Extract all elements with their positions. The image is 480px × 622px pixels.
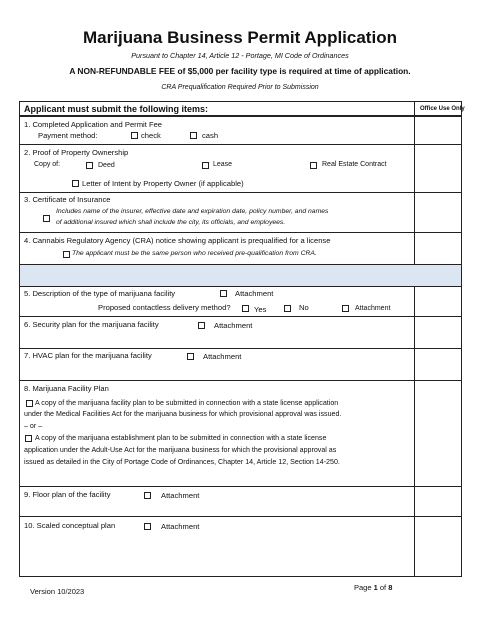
cash-checkbox[interactable]	[190, 132, 197, 139]
real-estate-contract-label: Real Estate Contract	[322, 161, 387, 168]
copy-of-label: Copy of:	[34, 161, 61, 168]
delivery-attachment-label: Attachment	[355, 305, 391, 312]
conceptual-plan-attachment-label: Attachment	[161, 522, 200, 531]
deed-checkbox[interactable]	[86, 162, 93, 169]
lease-option-label: Lease	[213, 161, 233, 168]
insurance-checkbox[interactable]	[43, 215, 50, 222]
office-column-divider	[414, 102, 415, 576]
item-4-label: 4. Cannabis Regulatory Agency (CRA) notice showing applicant is prequalified for a license	[24, 236, 331, 245]
submission-checklist-table	[19, 101, 465, 577]
row-divider	[20, 232, 461, 233]
row-divider	[20, 192, 461, 193]
item-10-label: 10. Scaled conceptual plan	[24, 521, 116, 530]
medical-plan-line-2: under the Medical Facilities Act for the marijuana business for which provisional approval was issued.	[24, 410, 342, 418]
row-divider	[20, 115, 461, 117]
shaded-separator-row	[20, 265, 461, 286]
item-9-label: 9. Floor plan of the facility	[24, 490, 111, 499]
delivery-no-label: No	[299, 303, 309, 312]
item-3-label: 3. Certificate of Insurance	[24, 195, 111, 204]
cra-notice-checkbox[interactable]	[63, 251, 70, 258]
item-8-label: 8. Marijuana Facility Plan	[24, 384, 109, 393]
delivery-yes-checkbox[interactable]	[242, 305, 249, 312]
facility-type-attachment-label: Attachment	[235, 289, 274, 298]
row-divider	[20, 516, 461, 517]
page-total: 8	[388, 583, 393, 592]
real-estate-contract-checkbox[interactable]	[310, 162, 317, 169]
row-divider	[20, 144, 461, 145]
check-option-label: check	[141, 131, 161, 140]
adult-use-plan-line-1: A copy of the marijuana establishment plan to be submitted in connection with a state license	[35, 434, 327, 442]
adult-use-plan-line-2: application under the Adult-Use Act for the marijuana business for which the provisional approval as	[24, 446, 337, 454]
medical-plan-line-1: A copy of the marijuana facility plan to be submitted in connection with a state license application	[35, 399, 339, 407]
or-separator: – or –	[24, 422, 43, 430]
cash-option-label: cash	[202, 131, 219, 140]
floor-plan-checkbox[interactable]	[144, 492, 151, 499]
letter-of-intent-checkbox[interactable]	[72, 180, 79, 187]
item-2-label: 2. Proof of Property Ownership	[24, 148, 129, 157]
medical-facility-plan-checkbox[interactable]	[26, 400, 33, 407]
floor-plan-attachment-label: Attachment	[161, 491, 200, 500]
insurance-note-line-2: of additional insured which shall include the city, its officials, and employees.	[56, 219, 286, 226]
conceptual-plan-checkbox[interactable]	[144, 523, 151, 530]
ordinance-subtitle: Pursuant to Chapter 14, Article 12 - Portage, MI Code of Ordinances	[131, 51, 349, 60]
delivery-method-question: Proposed contactless delivery method?	[98, 303, 231, 312]
lease-checkbox[interactable]	[202, 162, 209, 169]
form-title: Marijuana Business Permit Application	[83, 28, 397, 47]
row-divider	[20, 316, 461, 317]
insurance-note-line-1: Includes name of the insurer, effective date and expiration date, policy number, and names	[56, 208, 329, 215]
row-divider	[20, 486, 461, 487]
adult-use-plan-checkbox[interactable]	[25, 435, 32, 442]
item-1-label: 1. Completed Application and Permit Fee	[24, 120, 163, 129]
row-divider	[20, 348, 461, 349]
delivery-attachment-checkbox[interactable]	[342, 305, 349, 312]
item-7-label: 7. HVAC plan for the marijuana facility	[24, 351, 152, 360]
payment-method-label: Payment method:	[38, 131, 98, 140]
item-6-label: 6. Security plan for the marijuana facility	[24, 320, 159, 329]
delivery-yes-label: Yes	[254, 305, 267, 314]
hvac-plan-attachment-label: Attachment	[203, 352, 242, 361]
facility-type-attachment-checkbox[interactable]	[220, 290, 227, 297]
cra-notice-note: The applicant must be the same person who received pre-qualification from CRA.	[72, 250, 317, 257]
hvac-plan-checkbox[interactable]	[187, 353, 194, 360]
office-use-heading: Office Use Only	[420, 106, 465, 112]
adult-use-plan-line-3: issued as detailed in the City of Portage Code of Ordinances, Chapter 14, Article 12, Section 14-250.	[24, 458, 340, 466]
security-plan-checkbox[interactable]	[198, 322, 205, 329]
row-divider	[20, 286, 461, 287]
item-5-label: 5. Description of the type of marijuana facility	[24, 289, 176, 298]
page-prefix: Page	[354, 583, 374, 592]
letter-of-intent-label: Letter of Intent by Property Owner (if applicable)	[82, 179, 244, 188]
security-plan-attachment-label: Attachment	[214, 321, 253, 330]
fee-notice: A NON-REFUNDABLE FEE of $5,000 per facility type is required at time of application.	[69, 66, 411, 76]
deed-option-label: Deed	[98, 162, 115, 169]
check-checkbox[interactable]	[131, 132, 138, 139]
row-divider	[20, 380, 461, 381]
page-current: 1	[373, 583, 378, 592]
delivery-no-checkbox[interactable]	[284, 305, 291, 312]
checklist-heading: Applicant must submit the following items:	[24, 104, 209, 114]
page-of: of	[377, 583, 389, 592]
page-number	[354, 583, 392, 592]
cra-note: CRA Prequalification Required Prior to Submission	[161, 84, 319, 91]
version-label: Version 10/2023	[30, 587, 85, 596]
